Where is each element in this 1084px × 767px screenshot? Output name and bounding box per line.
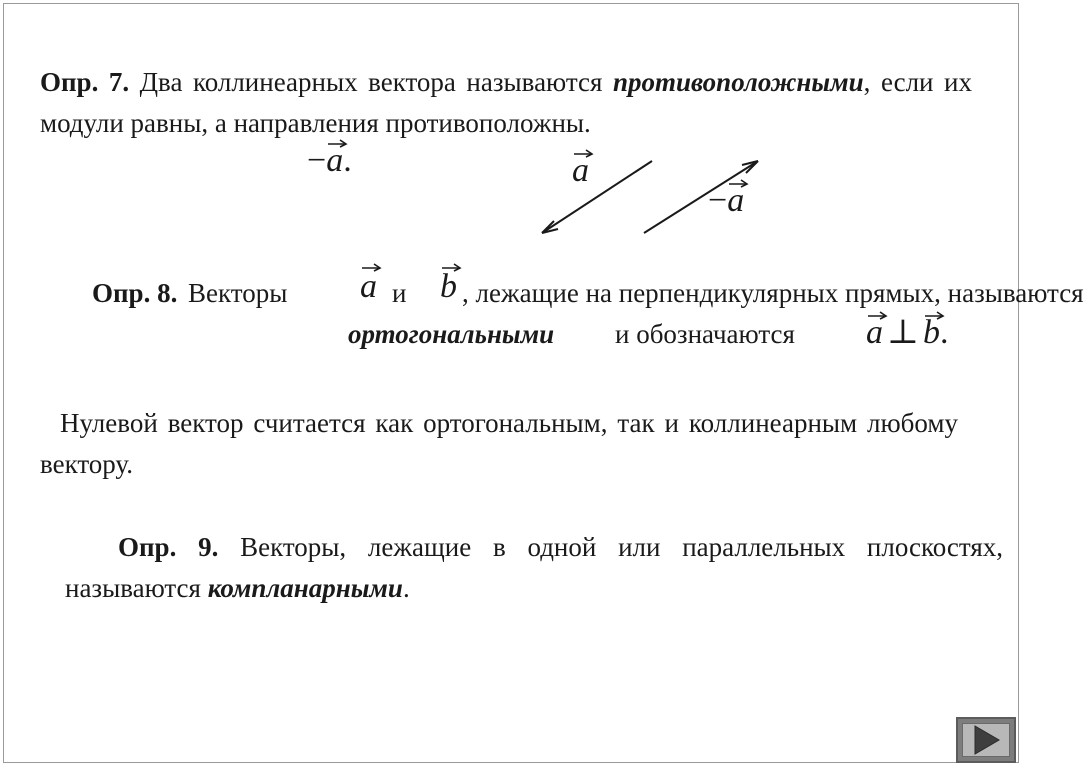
next-slide-button[interactable] xyxy=(956,717,1016,763)
vector-arrow-icon xyxy=(924,310,944,320)
vector-a-letter: a xyxy=(326,142,344,179)
minus-sign: − xyxy=(708,182,728,219)
definition-9-term: компланарными xyxy=(207,573,403,603)
vector-a-line xyxy=(542,161,652,233)
definition-8-word-and: и xyxy=(392,278,407,308)
definition-8-term: ортогональными xyxy=(348,319,555,349)
definition-7-term: противоположными xyxy=(612,67,864,97)
vector-arrow-icon xyxy=(728,178,748,188)
definition-8-label-visible: Опр. 8. xyxy=(92,278,178,308)
inline-vector-b-letter: b xyxy=(440,268,457,305)
definition-9 xyxy=(65,527,1003,609)
definition-7-math xyxy=(307,142,352,180)
perp-vector-a-letter: a xyxy=(866,314,883,351)
definition-8-line-1-end xyxy=(462,273,1084,314)
definition-7 xyxy=(40,62,972,144)
perpendicular-sign: ⊥ xyxy=(887,314,919,351)
vector-arrow-icon xyxy=(867,310,887,320)
definition-9-text-1: Векторы, лежащие в одной или параллельных плоскостях, называются xyxy=(65,532,1003,603)
vector-arrow-icon xyxy=(441,262,461,272)
inline-vector-a-letter: a xyxy=(360,268,377,305)
inline-vector-a xyxy=(360,266,377,307)
definition-8-text-2: , лежащие на перпендикулярных прямых, называются xyxy=(462,278,1084,308)
diagram-label-neg-a-letter: a xyxy=(727,182,745,219)
definition-7-text-1: Два коллинеарных вектора называются xyxy=(129,67,613,97)
vector-a xyxy=(326,142,343,180)
play-triangle-icon xyxy=(958,719,1014,761)
diagram-label-neg-a xyxy=(708,182,744,220)
definition-8-word-vectors: Векторы xyxy=(188,278,288,308)
diagram-label-a-letter: a xyxy=(572,152,589,189)
perp-vector-b-letter: b xyxy=(922,314,940,351)
definition-8-text-3: и обозначаются xyxy=(615,319,795,349)
inline-vector-b xyxy=(440,266,457,307)
vector-arrow-icon xyxy=(327,138,347,148)
definition-9-label: Опр. 9. xyxy=(118,532,219,562)
vector-arrow-icon xyxy=(573,148,593,158)
diagram-label-a xyxy=(572,152,589,190)
vector-arrow-icon xyxy=(361,262,381,272)
period: . xyxy=(343,142,352,179)
minus-sign: − xyxy=(307,142,327,179)
definition-7-label: Опр. 7. xyxy=(40,67,130,97)
perpendicular-notation xyxy=(866,312,948,352)
zero-vector-note: Нулевой вектор считается как ортогональным, так и коллинеарным любому вектору. xyxy=(40,408,958,479)
period: . xyxy=(939,314,949,351)
definition-9-text-2: . xyxy=(402,573,410,603)
definition-7-text-2: , если их модули равны, а направления противоположны. xyxy=(40,67,972,138)
